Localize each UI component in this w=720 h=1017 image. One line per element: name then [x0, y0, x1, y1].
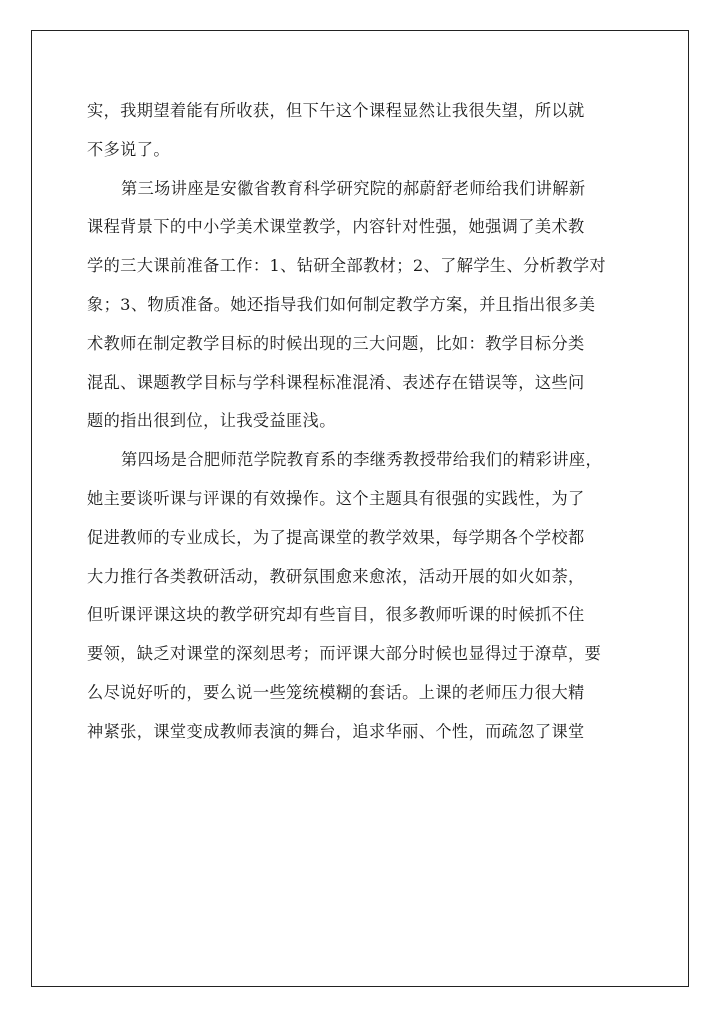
text-line: 她主要谈听课与评课的有效操作。这个主题具有很强的实践性，为了 [87, 488, 585, 508]
text-line: 神紧张，课堂变成教师表演的舞台，追求华丽、个性，而疏忽了课堂 [87, 721, 585, 741]
text-line: 要领，缺乏对课堂的深刻思考；而评课大部分时候也显得过于潦草，要 [87, 644, 602, 664]
text-line: 实，我期望着能有所收获，但下午这个课程显然让我很失望，所以就 [87, 101, 585, 120]
text-line: 促进教师的专业成长，为了提高课堂的教学效果，每学期各个学校都 [87, 527, 585, 547]
text-line: 象；3、物质准备。她还指导我们如何制定教学方案，并且指出很多美 [87, 294, 596, 314]
text-line: 课程背景下的中小学美术课堂教学，内容针对性强，她强调了美术教 [87, 217, 585, 237]
paragraph-start-line: 第四场是合肥师范学院教育系的李继秀教授带给我们的精彩讲座， [121, 450, 603, 470]
text-line: 题的指出很到位，让我受益匪浅。 [87, 411, 336, 431]
text-line: 混乱、课题教学目标与学科课程标准混淆、表述存在错误等，这些问 [87, 372, 585, 392]
text-line: 不多说了。 [87, 139, 170, 159]
text-line: 但听课评课这块的教学研究却有些盲目，很多教师听课的时候抓不住 [87, 605, 585, 625]
text-line: 么尽说好听的，要么说一些笼统模糊的套话。上课的老师压力很大精 [87, 682, 585, 702]
text-line: 大力推行各类教研活动，教研氛围愈来愈浓，活动开展的如火如荼， [87, 566, 585, 586]
document-body [87, 92, 639, 752]
paragraph-start-line: 第三场讲座是安徽省教育科学研究院的郝蔚舒老师给我们讲解新 [121, 178, 586, 198]
text-line: 学的三大课前准备工作：1、钻研全部教材；2、了解学生、分析教学对 [87, 256, 607, 276]
text-line: 术教师在制定教学目标的时候出现的三大问题，比如：教学目标分类 [87, 333, 585, 353]
